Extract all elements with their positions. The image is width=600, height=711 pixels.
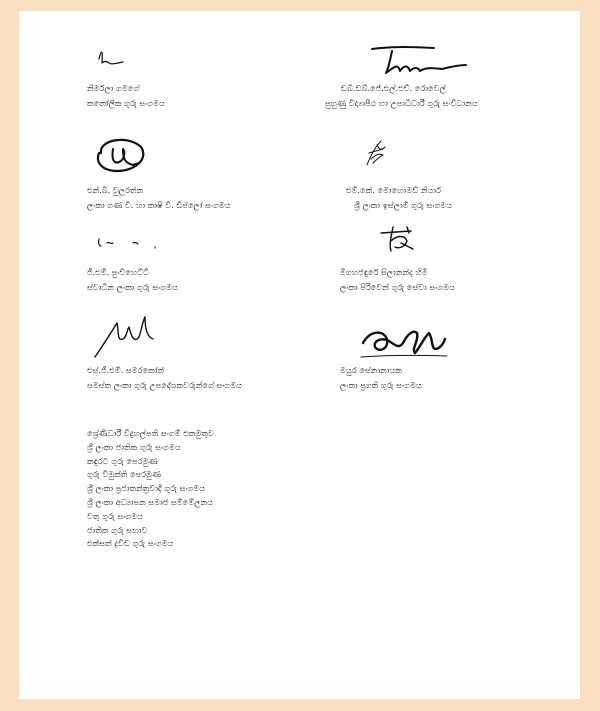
signature-2 — [364, 41, 484, 83]
signatory-name: ඩබ්.ඩබ්.ජේ.එල්.එච්. රොවෙල් — [341, 83, 446, 93]
signatory-organization: පුහුණු විද්‍යාපීඨ හා උපාධිධාරී ගුරු සංවිධානය — [325, 98, 478, 108]
list-item: ශ්‍රී ලංකා ජාතික ගුරු සංගමය — [87, 441, 181, 452]
signatory-block-8 — [340, 363, 422, 393]
signatory-organization: ශ්‍රී ලංකා ඉස්ලාම් ගුරු සංගමය — [354, 200, 453, 210]
signatory-block-3 — [87, 183, 231, 213]
list-item: කඳුරට ගුරු පෙරමුණ — [87, 455, 158, 466]
list-item: ගුරු විමුක්ති පෙරමුණ — [87, 469, 162, 480]
list-item: ශ්‍රේණිධාරී විදුහල්පති සංගම් එකමුතුව — [87, 428, 214, 438]
signatory-organization: ලංකා ප්‍රගති ගුරු සංගමය — [340, 380, 422, 390]
signatory-organization: ලංකා ගණ වි. හා කෘෂි වි. ඩිප්ලෝ සංගමය — [87, 200, 231, 210]
signatory-block-1 — [87, 81, 165, 111]
list-item: වතු ගුරු සංගමය — [87, 510, 144, 521]
signature-8 — [359, 319, 449, 365]
signatory-name: එන්.බී. වුලරත්න — [87, 185, 144, 195]
signature-4 — [357, 135, 397, 171]
signatory-block-5 — [87, 265, 178, 295]
signatory-name: මයුර සේනානායක — [340, 365, 403, 375]
signatory-block-2 — [325, 81, 478, 111]
list-item: ජාතික ගුරු සභාව — [87, 524, 148, 535]
organizations-list — [87, 427, 214, 551]
signatory-name: නිර්මලා ගමගේ — [87, 83, 140, 93]
signatory-name: ජී.එම්. පුංචිහෙට්ටි — [87, 267, 150, 277]
list-item: ශ්‍රී ලංකා අධ්‍යාපන සමාජ සම්මේලනය — [87, 496, 214, 507]
signatory-organization: කතෝලික ගුරු සංගමය — [87, 98, 165, 108]
list-item: ශ්‍රී ලංකා ප්‍රජාතන්ත්‍රවාදී ගුරු සංගමය — [87, 483, 206, 494]
signatory-name: මිගහජඳුරේ සිලානන්ද හිමි — [340, 267, 428, 277]
signatory-name: එම්.කේ. මොහොමඩ් නියාර් — [346, 185, 442, 195]
signature-5 — [93, 233, 159, 253]
signature-7 — [89, 311, 159, 363]
list-item: එක්සත් ද්‍රවිඩ ගුරු සංගමය — [87, 538, 174, 549]
signature-6 — [371, 219, 431, 259]
signatory-block-7 — [87, 363, 242, 393]
signature-3 — [89, 131, 151, 177]
signatory-name: එස්.ජී.එම්. සමරකෝන් — [87, 365, 165, 375]
signatory-organization: සමස්ත ලංකා ගුරු උපදේශකවරුන්ගේ සංගමය — [87, 380, 242, 390]
signature-1 — [93, 41, 149, 71]
signatory-organization: ලංකා පිරිවෙන් ගුරු සේවා සංගමය — [340, 282, 456, 292]
document-page — [19, 11, 580, 699]
signatory-block-6 — [340, 265, 455, 295]
signatory-organization: ස්වාධීන ලංකා ගුරු සංගමය — [87, 282, 178, 292]
signatory-block-4 — [340, 183, 452, 213]
